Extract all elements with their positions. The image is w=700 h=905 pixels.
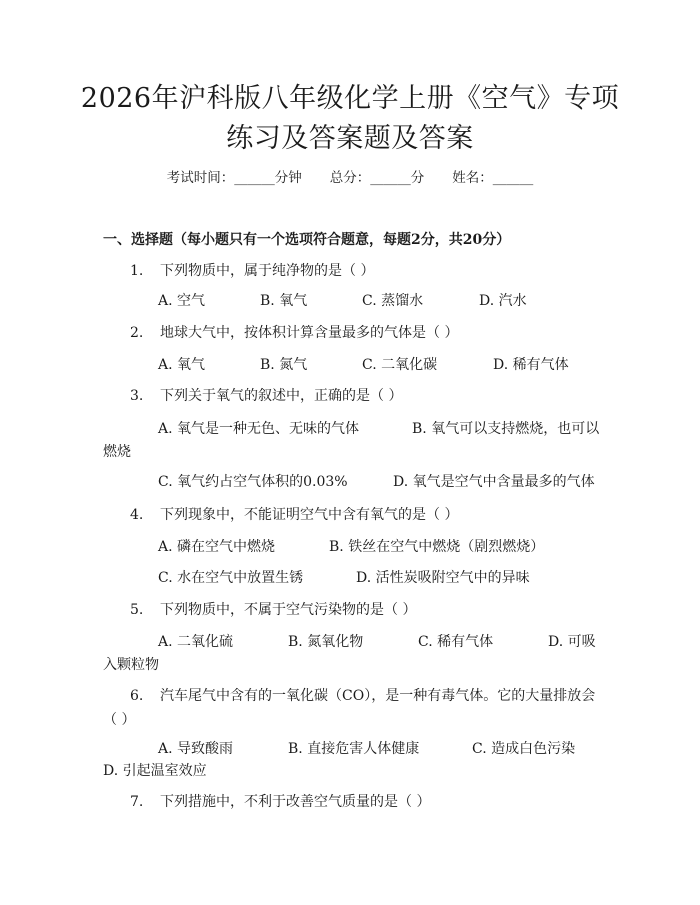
option-b: B. 直接危害人体健康 xyxy=(288,741,420,757)
question-stem xyxy=(130,686,595,706)
option-b: B. 铁丝在空气中燃烧（剧烈燃烧） xyxy=(329,539,545,555)
question-text: 下列关于氧气的叙述中，正确的是（ ） xyxy=(160,388,403,404)
option-d: D. 汽水 xyxy=(479,293,527,309)
exam-info-line xyxy=(0,168,700,188)
question-text: 下列措施中，不利于改善空气质量的是（ ） xyxy=(160,794,431,810)
question-text: 地球大气中，按体积计算含量最多的气体是（ ） xyxy=(160,325,459,341)
question-stem xyxy=(130,600,416,620)
option-c: C. 水在空气中放置生锈 xyxy=(158,570,304,586)
document-title-line-1: 2026年沪科版八年级化学上册《空气》专项 xyxy=(80,83,620,114)
option-a: A. 氧气是一种无色、无味的气体 xyxy=(158,421,360,437)
question-stem xyxy=(130,261,374,281)
option-a: A. 导致酸雨 xyxy=(158,741,234,757)
option-c: C. 氧气约占空气体积的0.03% xyxy=(158,474,348,490)
question-stem xyxy=(130,792,430,812)
exam-time-field: 考试时间：______分钟 xyxy=(166,170,302,186)
question-text: 汽车尾气中含有的一氧化碳（CO），是一种有毒气体。它的大量排放会 xyxy=(160,688,596,704)
option-c: C. 造成白色污染 xyxy=(472,741,576,757)
option-b: B. 氧气可以支持燃烧，也可以 xyxy=(412,421,600,437)
option-a: A. 二氧化硫 xyxy=(158,634,234,650)
question-stem xyxy=(130,323,458,343)
section-heading: 一、选择题（每小题只有一个选项符合题意，每题2分，共20分） xyxy=(103,232,511,248)
question-number: 5. xyxy=(130,602,144,618)
option-c: C. 蒸馏水 xyxy=(362,293,424,309)
total-score-field: 总分：______分 xyxy=(329,170,425,186)
option-b-continued: 燃烧 xyxy=(103,444,131,460)
option-d-continued: 入颗粒物 xyxy=(103,657,159,673)
option-d: D. 氧气是空气中含量最多的气体 xyxy=(393,474,595,490)
question-stem-continued: （ ） xyxy=(103,712,136,728)
option-d: D. 稀有气体 xyxy=(493,357,569,373)
option-b: B. 氮气 xyxy=(260,357,308,373)
question-stem xyxy=(130,505,458,525)
document-title-line-2: 练习及答案题及答案 xyxy=(226,123,474,154)
option-d: D. 引起温室效应 xyxy=(103,763,207,779)
option-d: D. 可吸 xyxy=(548,634,596,650)
question-number: 2. xyxy=(130,325,144,341)
option-a: A. 空气 xyxy=(158,293,206,309)
option-c: C. 稀有气体 xyxy=(418,634,494,650)
question-number: 3. xyxy=(130,388,144,404)
option-b: B. 氧气 xyxy=(260,293,308,309)
question-number: 4. xyxy=(130,507,144,523)
question-number: 6. xyxy=(130,688,144,704)
option-c: C. 二氧化碳 xyxy=(362,357,438,373)
option-a: A. 氧气 xyxy=(158,357,206,373)
question-number: 7. xyxy=(130,794,144,810)
option-a: A. 磷在空气中燃烧 xyxy=(158,539,276,555)
question-number: 1. xyxy=(130,263,144,279)
question-text: 下列物质中，属于纯净物的是（ ） xyxy=(160,263,375,279)
question-text: 下列物质中，不属于空气污染物的是（ ） xyxy=(160,602,417,618)
question-stem xyxy=(130,386,402,406)
option-b: B. 氮氧化物 xyxy=(288,634,364,650)
option-d: D. 活性炭吸附空气中的异味 xyxy=(356,570,530,586)
student-name-field: 姓名：______ xyxy=(452,170,534,186)
question-text: 下列现象中，不能证明空气中含有氧气的是（ ） xyxy=(160,507,459,523)
